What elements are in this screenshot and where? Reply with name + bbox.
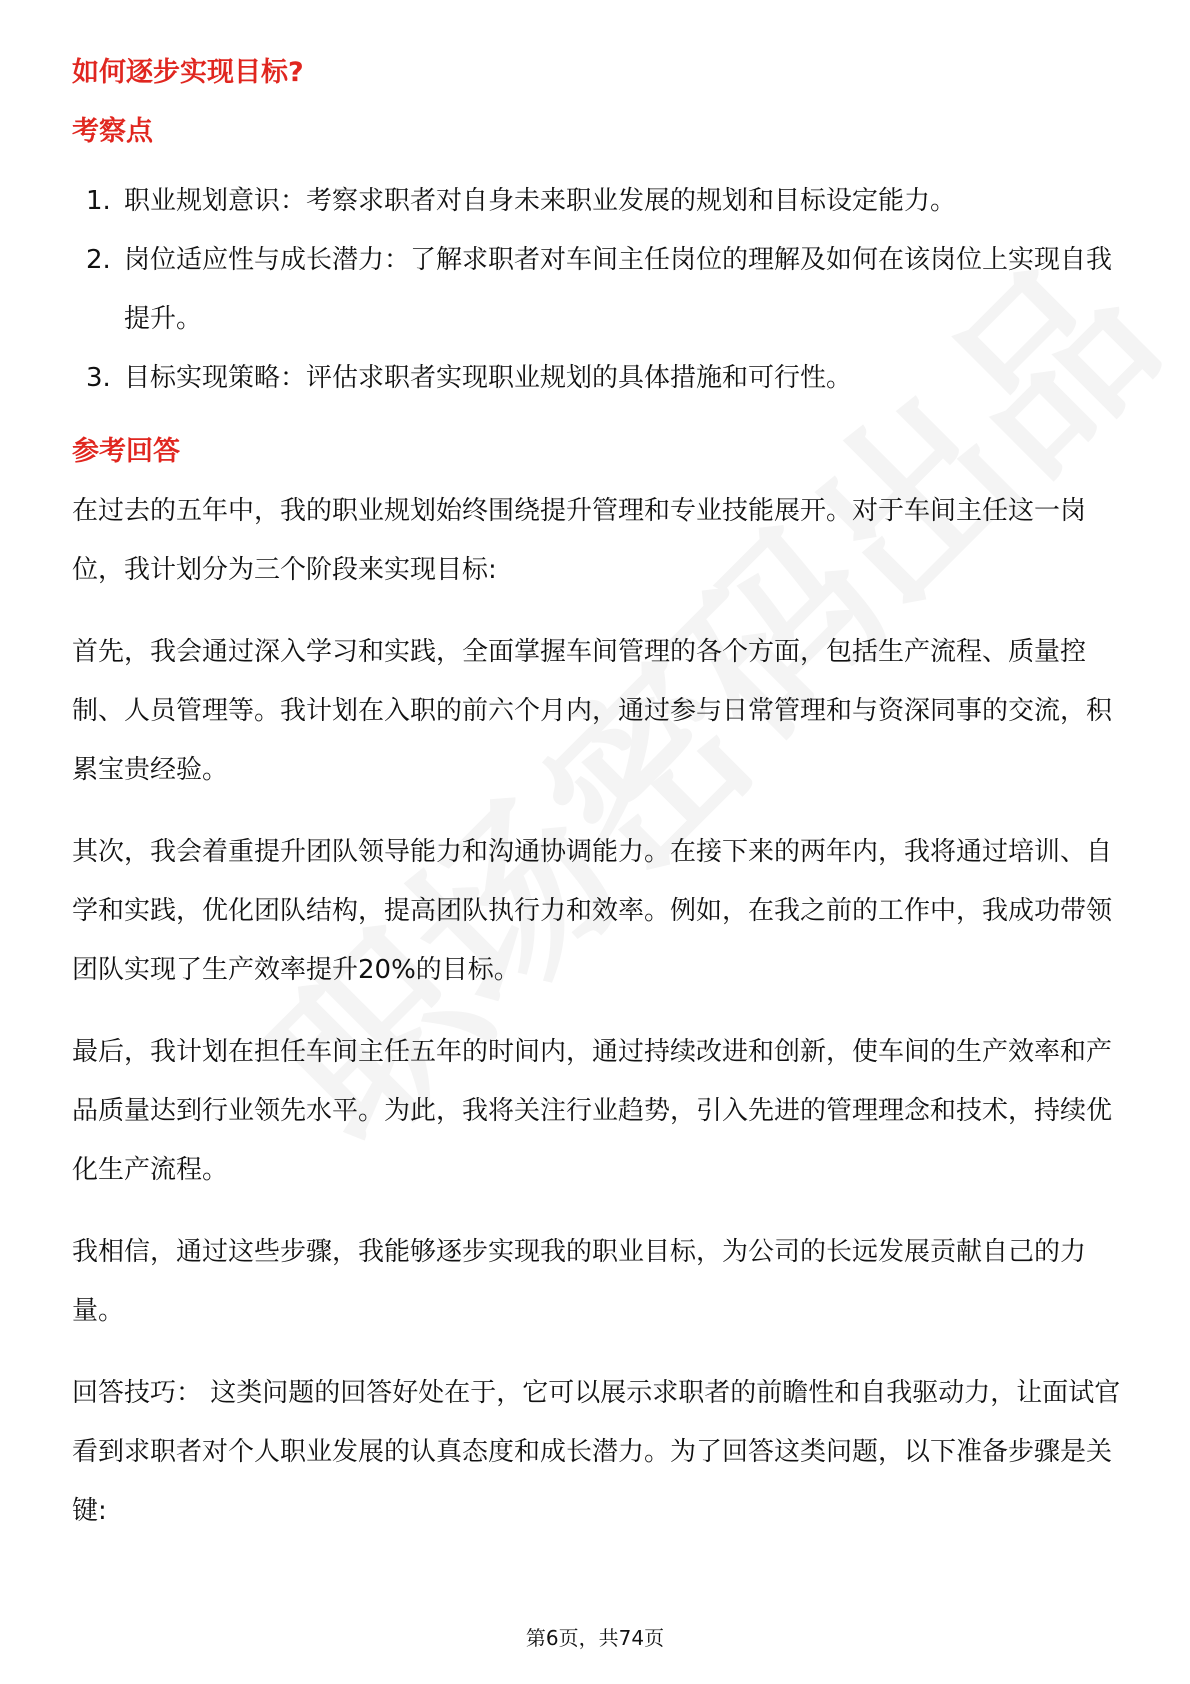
point-text: 岗位适应性与成长潜力：了解求职者对车间主任岗位的理解及如何在该岗位上实现自我提升。 [124, 245, 1113, 334]
point-item [72, 231, 1122, 349]
point-text: 职业规划意识：考察求职者对自身未来职业发展的规划和目标设定能力。 [124, 186, 957, 216]
answer-paragraph: 在过去的五年中，我的职业规划始终围绕提升管理和专业技能展开。对于车间主任这一岗位，我计划分为三个阶段来实现目标: [72, 496, 1087, 585]
point-item [72, 349, 1122, 408]
question-title: 如何逐步实现目标? [72, 57, 304, 88]
points-list [72, 172, 1122, 408]
answer-paragraph: 其次，我会着重提升团队领导能力和沟通协调能力。在接下来的两年内，我将通过培训、自学和实践，优化团队结构，提高团队执行力和效率。例如，在我之前的工作中，我成功带领团队实现了生产效率提升20%的目标。 [72, 837, 1113, 985]
answer-paragraph: 我相信，通过这些步骤，我能够逐步实现我的职业目标，为公司的长远发展贡献自己的力量。 [72, 1237, 1087, 1326]
tips-paragraph: 回答技巧： 这类问题的回答好处在于，它可以展示求职者的前瞻性和自我驱动力，让面试官看到求职者对个人职业发展的认真态度和成长潜力。为了回答这类问题，以下准备步骤是关键: [72, 1378, 1121, 1526]
point-number: 2. [86, 245, 111, 275]
point-number: 1. [86, 186, 111, 216]
answer-paragraph: 最后，我计划在担任车间主任五年的时间内，通过持续改进和创新，使车间的生产效率和产品质量达到行业领先水平。为此，我将关注行业趋势，引入先进的管理理念和技术，持续优化生产流程。 [72, 1037, 1113, 1185]
point-item [72, 172, 1122, 231]
answer-paragraph: 首先，我会通过深入学习和实践，全面掌握车间管理的各个方面，包括生产流程、质量控制、人员管理等。我计划在入职的前六个月内，通过参与日常管理和与资深同事的交流，积累宝贵经验。 [72, 637, 1113, 785]
point-number: 3. [86, 363, 111, 393]
page-footer: 第6页，共74页 [525, 1626, 665, 1650]
answer-heading: 参考回答 [72, 436, 180, 467]
points-heading: 考察点 [72, 116, 153, 147]
content [72, 44, 1122, 1564]
point-text: 目标实现策略：评估求职者实现职业规划的具体措施和可行性。 [124, 363, 853, 393]
